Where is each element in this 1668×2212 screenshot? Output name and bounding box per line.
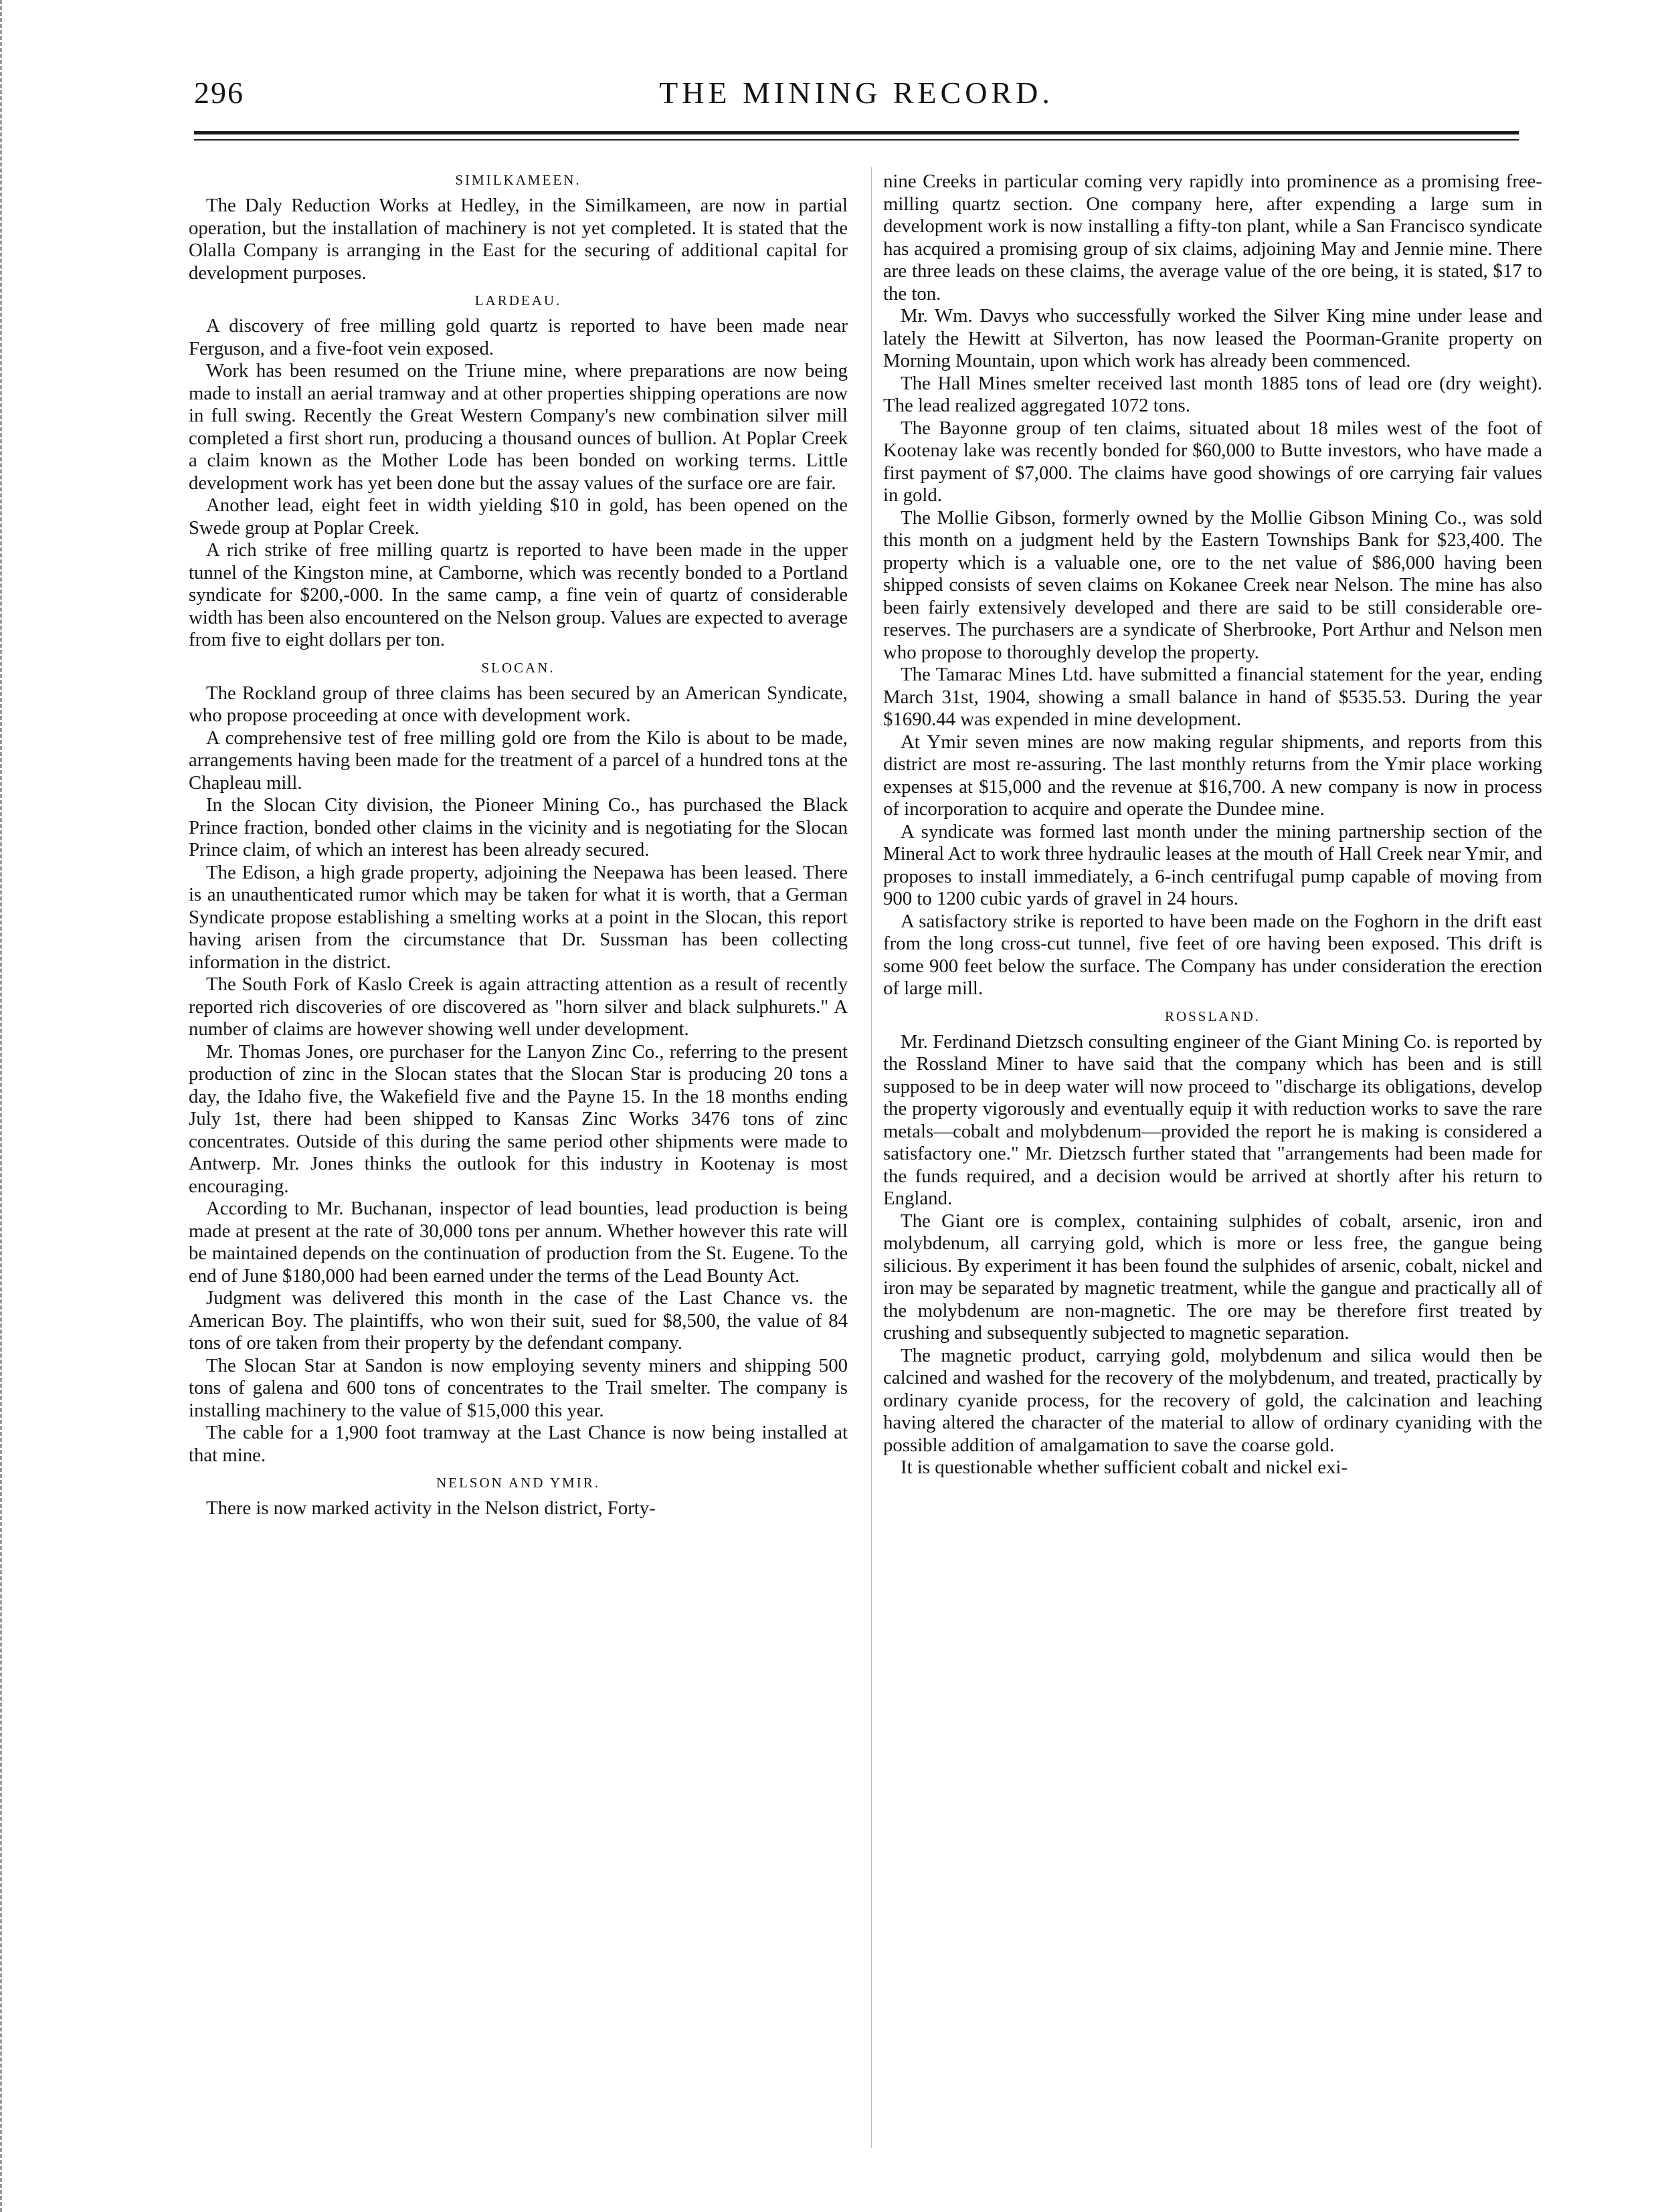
paragraph: Mr. Thomas Jones, ore purchaser for the Lanyon Zinc Co., referring to the present production of zinc in the Slocan states that the Slocan Star is producing 20 tons a day, the Idaho five, the Wakefield five and the Payne 15. In the 18 months ending July 1st, there had been shipped to Kansas Zinc Works 3476 tons of zinc concentrates. Outside of this during the same period other shipments were made to Antwerp. Mr. Jones thinks the outlook for this industry in Kootenay is most encouraging. [189, 1040, 848, 1197]
paragraph: Mr. Ferdinand Dietzsch consulting engineer of the Giant Mining Co. is reported by the Rossland Miner to have said that the company which has been and is still supposed to be in deep water will now proceed to "discharge its obligations, develop the property vigorously and eventually equip it with reduction works to save the rare metals—cobalt and molybdenum—provided the report he is making is considered a satisfactory one." Mr. Dietzsch further stated that "arrangements had been made for the funds required, and a decision would be arrived at shortly after his return to England. [883, 1030, 1542, 1209]
paragraph: The Rockland group of three claims has been secured by an American Syndicate, who propose proceeding at once with development work. [189, 682, 848, 726]
paragraph: A comprehensive test of free milling gold ore from the Kilo is about to be made, arrangements having been made for the treatment of a parcel of a hundred tons at the Chapleau mill. [189, 727, 848, 794]
section-heading-lardeau: LARDEAU. [474, 292, 562, 308]
header-rule-thick [194, 131, 1519, 134]
scan-margin-marks [0, 0, 29, 2212]
paragraph: A syndicate was formed last month under the mining partnership section of the Mineral Act to work three hydraulic leases at the mouth of Hall Creek near Ymir, and proposes to install immediately, a 6-inch centrifugal pump capable of moving from 900 to 1200 cubic yards of gravel in 24 hours. [883, 820, 1542, 909]
paragraph: A satisfactory strike is reported to have been made on the Foghorn in the drift east from the long cross-cut tunnel, five feet of ore having been exposed. This drift is some 900 feet below the surface. The Company has under consideration the erection of large mill. [883, 910, 1542, 999]
running-title: THE MINING RECORD. [659, 76, 1054, 110]
paragraph: In the Slocan City division, the Pioneer Mining Co., has purchased the Black Prince fraction, bonded other claims in the vicinity and is negotiating for the Slocan Prince claim, of which an interest has been already secured. [189, 794, 848, 860]
paragraph: The South Fork of Kaslo Creek is again attracting attention as a result of recently reported rich discoveries of ore discovered as "horn silver and black sulphurets." A number of claims are however showing well under development. [189, 974, 848, 1040]
paragraph: A rich strike of free milling quartz is reported to have been made in the upper tunnel of the Kingston mine, at Camborne, which was recently bonded to a Portland syndicate for $200,-000. In the same camp, a fine vein of quartz of considerable width has been also encountered on the Nelson group. Values are expected to average from five to eight dollars per ton. [189, 539, 848, 650]
column-divider [871, 167, 872, 2148]
paragraph: The magnetic product, carrying gold, molybdenum and silica would then be calcined and washed for the recovery of the molybdenum, and treated, practically by ordinary cyanide process, for the recovery of gold, the calcination and leaching having altered the character of the material to allow of ordinary cyaniding with the possible addition of amalgamation to save the coarse gold. [883, 1344, 1542, 1456]
paragraph: It is questionable whether sufficient cobalt and nickel exi- [901, 1457, 1348, 1478]
paragraph-continuation: nine Creeks in particular coming very rapidly into prominence as a promising free-milling quartz section. One company here, after expending a large sum in development work is now installing a fifty-ton plant, while a San Francisco syndicate has acquired a promising group of six claims, adjoining May and Jennie mine. There are three leads on these claims, the average value of the ore being, it is stated, $17 to the ton. [883, 171, 1542, 304]
paragraph: The Giant ore is complex, containing sulphides of cobalt, arsenic, iron and molybdenum, all carrying gold, which is more or less free, the gangue being silicious. By experiment it has been found the sulphides of arsenic, cobalt, nickel and iron may be separated by magnetic treatment, while the gangue and practically all of the molybdenum are non-magnetic. The ore may be therefore first treated by crushing and subsequently subjected to magnetic separation. [883, 1210, 1542, 1344]
page-header [194, 75, 1519, 122]
paragraph: A discovery of free milling gold quartz is reported to have been made near Ferguson, and a five-foot vein exposed. [189, 315, 848, 359]
paragraph: Mr. Wm. Davys who successfully worked the Silver King mine under lease and lately the Hewitt at Silverton, has now leased the Poorman-Granite property on Morning Mountain, upon which work has already been commenced. [883, 305, 1542, 371]
paragraph: The Slocan Star at Sandon is now employing seventy miners and shipping 500 tons of galena and 600 tons of concentrates to the Trail smelter. The company is installing machinery to the value of $15,000 this year. [189, 1354, 848, 1421]
paragraph: The Mollie Gibson, formerly owned by the Mollie Gibson Mining Co., was sold this month on a judgment held by the Eastern Townships Bank for $23,400. The property which is a valuable one, ore to the net value of $86,000 having been shipped consists of seven claims on Kokanee Creek near Nelson. The mine has also been fairly extensively developed and there are said to be still considerable ore-reserves. The purchasers are a syndicate of Sherbrooke, Port Arthur and Nelson men who propose to thoroughly develop the property. [883, 506, 1542, 663]
paragraph: The Edison, a high grade property, adjoining the Neepawa has been leased. There is an unauthenticated rumor which may be taken for what it is worth, that a German Syndicate propose establishing a smelting works at a point in the Slocan, this report having arisen from the circumstance that Dr. Sussman has been collecting information in the district. [189, 861, 848, 973]
header-rule-thin [194, 139, 1519, 141]
paragraph: The Tamarac Mines Ltd. have submitted a financial statement for the year, ending March 31st, 1904, showing a small balance in hand of $535.53. During the year $1690.44 was expended in mine development. [883, 664, 1542, 730]
paragraph: Judgment was delivered this month in the case of the Last Chance vs. the American Boy. The plaintiffs, who won their suit, sued for $8,500, the value of 84 tons of ore taken from their property by the defendant company. [189, 1287, 848, 1354]
paragraph: Another lead, eight feet in width yielding $10 in gold, has been opened on the Swede group at Poplar Creek. [189, 494, 848, 539]
section-heading-nelson-and-ymir: NELSON AND YMIR. [436, 1475, 600, 1491]
paragraph: The cable for a 1,900 foot tramway at the Last Chance is now being installed at that mine. [189, 1422, 848, 1466]
section-heading-slocan: SLOCAN. [481, 659, 555, 676]
section-heading-rossland: ROSSLAND. [1164, 1008, 1261, 1024]
left-column [189, 171, 848, 1520]
paragraph: The Daly Reduction Works at Hedley, in the Similkameen, are now in partial operation, but the installation of machinery is not yet completed. It is stated that the Olalla Company is arranging in the East for the securing of additional capital for development purposes. [189, 195, 848, 284]
right-column [883, 171, 1542, 1479]
section-heading-similkameen: SIMILKAMEEN. [455, 172, 581, 188]
paragraph: Work has been resumed on the Triune mine, where preparations are now being made to install an aerial tramway and at other properties shipping operations are now in full swing. Recently the Great Western Company's new combination silver mill completed a first short run, producing a thousand ounces of bullion. At Poplar Creek a claim known as the Mother Lode has been bonded on working terms. Little development work has yet been done but the assay values of the surface ore are fair. [189, 360, 848, 494]
paragraph: There is now marked activity in the Nelson district, Forty- [206, 1497, 656, 1519]
paragraph: The Bayonne group of ten claims, situated about 18 miles west of the foot of Kootenay lake was recently bonded for $60,000 to Butte investors, who have made a first payment of $7,000. The claims have good showings of ore carrying fair values in gold. [883, 417, 1542, 506]
paragraph: The Hall Mines smelter received last month 1885 tons of lead ore (dry weight). The lead realized aggregated 1072 tons. [883, 372, 1542, 416]
paragraph: According to Mr. Buchanan, inspector of lead bounties, lead production is being made at present at the rate of 30,000 tons per annum. Whether however this rate will be maintained depends on the continuation of production from the St. Eugene. To the end of June $180,000 had been earned under the terms of the Lead Bounty Act. [189, 1198, 848, 1287]
page-number: 296 [194, 76, 244, 110]
paragraph: At Ymir seven mines are now making regular shipments, and reports from this district are most re-assuring. The last monthly returns from the Ymir place working expenses at $15,000 and the revenue at $16,700. A new company is now in process of incorporation to acquire and operate the Dundee mine. [883, 731, 1542, 820]
